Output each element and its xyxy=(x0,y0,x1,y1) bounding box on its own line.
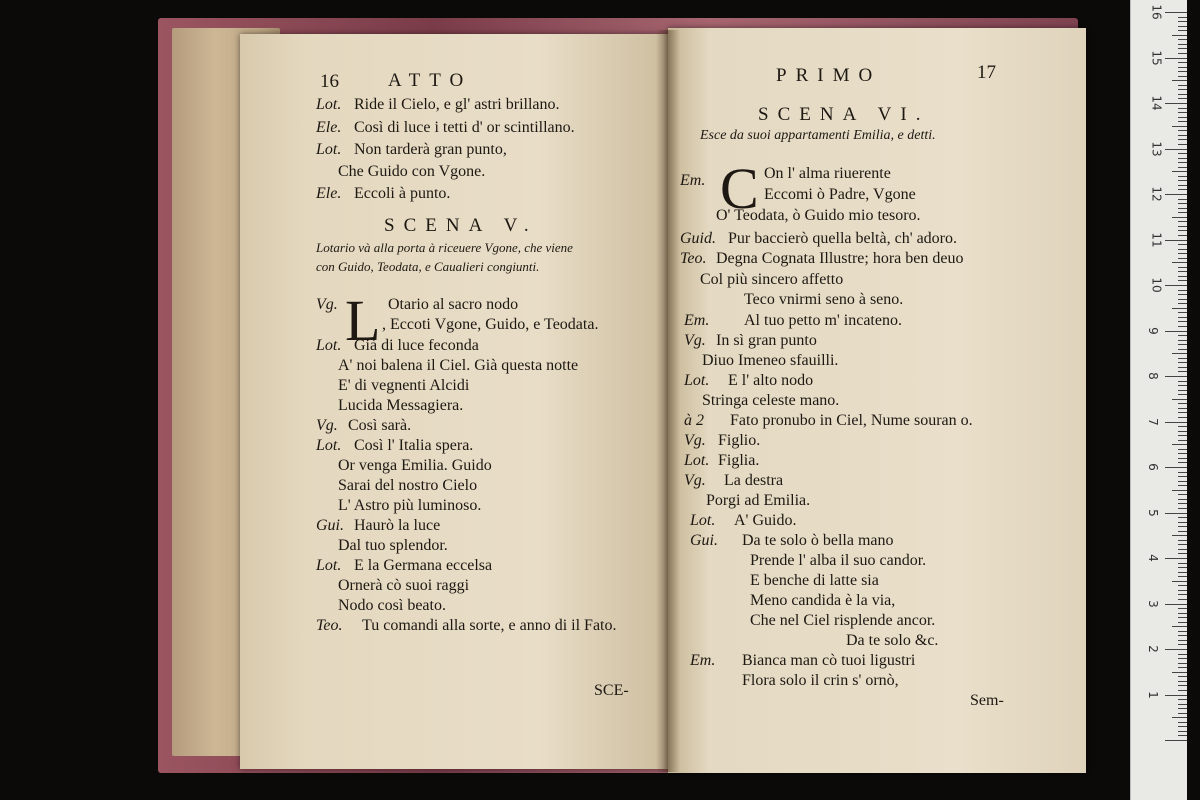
ruler-tick xyxy=(1178,371,1187,372)
ruler-tick xyxy=(1178,253,1187,254)
verse-line: Stringa celeste mano. xyxy=(702,392,840,409)
ruler-tick xyxy=(1172,672,1187,673)
ruler-tick xyxy=(1178,713,1187,714)
speaker-label: Vg. xyxy=(684,472,706,489)
stage-direction: Lotario và alla porta à riceuere Vgone, che viene xyxy=(316,240,573,255)
ruler-label: 5 xyxy=(1145,508,1160,517)
ruler-tick xyxy=(1178,667,1187,668)
speaker-label: Vg. xyxy=(316,296,338,313)
right-page-number: 17 xyxy=(977,62,996,83)
ruler-label: 15 xyxy=(1149,49,1164,66)
ruler-tick xyxy=(1178,98,1187,99)
ruler-tick xyxy=(1172,171,1187,172)
ruler-tick xyxy=(1178,449,1187,450)
ruler-tick xyxy=(1178,340,1187,341)
ruler-tick xyxy=(1172,399,1187,400)
ruler-tick xyxy=(1178,367,1187,368)
verse-line: Dal tuo splendor. xyxy=(338,537,448,554)
ruler-tick xyxy=(1178,476,1187,477)
verse-line: Così di luce i tetti d' or scintillano. xyxy=(354,119,575,136)
speaker-label: Lot. xyxy=(684,372,710,389)
ruler-tick xyxy=(1172,308,1187,309)
verse-line: Figlia. xyxy=(718,452,760,469)
ruler-label: 2 xyxy=(1145,645,1160,653)
ruler-tick xyxy=(1178,62,1187,63)
ruler-tick xyxy=(1178,235,1187,236)
ruler-tick xyxy=(1172,126,1187,127)
ruler-tick xyxy=(1178,112,1187,113)
speaker-label: à 2 xyxy=(684,412,704,429)
ruler-tick xyxy=(1172,35,1187,36)
ruler-tick xyxy=(1178,21,1187,22)
ruler-tick xyxy=(1178,30,1187,31)
verse-line: Già di luce feconda xyxy=(354,337,479,354)
verse-line: Così sarà. xyxy=(348,417,412,434)
drop-cap: C xyxy=(720,156,759,221)
ruler-tick xyxy=(1178,258,1187,259)
ruler-tick xyxy=(1178,481,1187,482)
ruler-tick xyxy=(1178,594,1187,595)
ruler-tick xyxy=(1178,176,1187,177)
ruler-tick xyxy=(1172,490,1187,491)
ruler-tick xyxy=(1178,622,1187,623)
ruler-tick xyxy=(1178,590,1187,591)
ruler-tick xyxy=(1178,117,1187,118)
ruler-tick xyxy=(1178,708,1187,709)
ruler-tick xyxy=(1178,381,1187,382)
verse-line: Sarai del nostro Cielo xyxy=(338,477,478,494)
ruler-tick xyxy=(1178,85,1187,86)
ruler-tick xyxy=(1178,704,1187,705)
speaker-label: Gui. xyxy=(690,532,718,549)
ruler-tick xyxy=(1178,731,1187,732)
verse-line: Figlio. xyxy=(718,432,761,449)
ruler-tick xyxy=(1178,280,1187,281)
speaker-label: Gui. xyxy=(316,517,344,534)
ruler-tick xyxy=(1172,262,1187,263)
speaker-label: Lot. xyxy=(316,337,342,354)
ruler-tick xyxy=(1178,394,1187,395)
ruler-tick xyxy=(1165,103,1187,104)
ruler-tick xyxy=(1178,522,1187,523)
verse-line: Col più sincero affetto xyxy=(700,271,844,288)
ruler-tick xyxy=(1178,130,1187,131)
left-running-head: ATTO xyxy=(388,70,473,91)
verse-line: Or venga Emilia. Guido xyxy=(338,457,492,474)
ruler-tick xyxy=(1178,458,1187,459)
ruler-tick xyxy=(1178,735,1187,736)
verse-line: E benche di latte sia xyxy=(750,572,879,589)
ruler-tick xyxy=(1178,485,1187,486)
stage-direction: Esce da suoi appartamenti Emilia, e detti. xyxy=(700,128,936,143)
ruler-tick xyxy=(1178,699,1187,700)
ruler-tick xyxy=(1178,321,1187,322)
ruler-tick xyxy=(1178,503,1187,504)
verse-line: Da te solo &c. xyxy=(846,632,939,649)
verse-line: Al tuo petto m' incateno. xyxy=(744,312,902,329)
drop-cap: L xyxy=(345,288,381,353)
ruler-tick xyxy=(1178,563,1187,564)
ruler-tick xyxy=(1178,726,1187,727)
ruler-tick xyxy=(1178,613,1187,614)
verse-line: Ride il Cielo, e gl' astri brillano. xyxy=(354,96,560,113)
ruler-tick xyxy=(1165,285,1187,286)
ruler-tick xyxy=(1178,358,1187,359)
ruler-tick xyxy=(1178,294,1187,295)
ruler-tick xyxy=(1178,26,1187,27)
ruler-label: 7 xyxy=(1145,417,1160,426)
catchword: Sem- xyxy=(970,692,1004,709)
ruler-tick xyxy=(1178,121,1187,122)
verse-line: Che Guido con Vgone. xyxy=(338,163,486,180)
verse-line: Pur baccierò quella beltà, ch' adoro. xyxy=(728,230,958,247)
ruler-tick xyxy=(1178,608,1187,609)
ruler-tick xyxy=(1178,67,1187,68)
ruler-tick xyxy=(1178,654,1187,655)
ruler-tick xyxy=(1178,244,1187,245)
stage-direction: con Guido, Teodata, e Caualieri congiunti. xyxy=(316,259,540,274)
ruler-tick xyxy=(1178,640,1187,641)
verse-line: E l' alto nodo xyxy=(728,372,814,389)
speaker-label: Guid. xyxy=(680,230,716,247)
ruler-tick xyxy=(1178,326,1187,327)
ruler-tick xyxy=(1178,431,1187,432)
verse-line: Prende l' alba il suo candor. xyxy=(750,552,927,569)
ruler-tick xyxy=(1178,681,1187,682)
ruler-label: 8 xyxy=(1145,372,1160,380)
ruler-label: 10 xyxy=(1149,277,1164,293)
speaker-label: Em. xyxy=(690,652,716,669)
ruler-tick xyxy=(1178,517,1187,518)
ruler-tick xyxy=(1178,162,1187,163)
ruler-label: 13 xyxy=(1149,140,1164,157)
ruler-tick xyxy=(1178,385,1187,386)
verse-line: Non tarderà gran punto, xyxy=(354,141,507,158)
ruler-tick xyxy=(1178,208,1187,209)
ruler-label: 9 xyxy=(1145,326,1160,335)
ruler-tick xyxy=(1178,544,1187,545)
ruler-tick xyxy=(1178,221,1187,222)
verse-line: Ornerà cò suoi raggi xyxy=(338,577,470,594)
ruler-tick xyxy=(1178,303,1187,304)
ruler-tick xyxy=(1178,108,1187,109)
ruler-tick xyxy=(1178,435,1187,436)
left-page-number: 16 xyxy=(320,71,339,92)
ruler-tick xyxy=(1178,267,1187,268)
ruler-tick xyxy=(1178,249,1187,250)
ruler-tick xyxy=(1178,631,1187,632)
ruler-tick xyxy=(1178,408,1187,409)
ruler-tick xyxy=(1178,390,1187,391)
ruler-tick xyxy=(1178,567,1187,568)
ruler-tick xyxy=(1178,167,1187,168)
ruler-label: 1 xyxy=(1145,690,1160,699)
ruler-tick xyxy=(1165,695,1187,696)
ruler-label: 12 xyxy=(1149,186,1164,202)
verse-line: Eccomi ò Padre, Vgone xyxy=(764,186,916,203)
verse-line: L' Astro più luminoso. xyxy=(338,497,482,514)
ruler-tick xyxy=(1178,453,1187,454)
right-running-head: PRIMO xyxy=(776,65,882,86)
ruler-tick xyxy=(1172,626,1187,627)
ruler-tick xyxy=(1178,299,1187,300)
ruler-tick xyxy=(1178,189,1187,190)
catchword: SCE- xyxy=(594,682,629,699)
ruler-tick xyxy=(1178,553,1187,554)
ruler-tick xyxy=(1178,144,1187,145)
verse-line: Degna Cognata Illustre; hora ben deuo xyxy=(716,250,964,267)
verse-line: E la Germana eccelsa xyxy=(354,557,493,574)
verse-line: , Eccoti Vgone, Guido, e Teodata. xyxy=(382,316,599,333)
verse-line: Diuo Imeneo sfauilli. xyxy=(702,352,839,369)
speaker-label: Em. xyxy=(680,172,706,189)
verse-line: Tu comandi alla sorte, e anno di il Fato. xyxy=(362,617,617,634)
speaker-label: Em. xyxy=(684,312,710,329)
ruler-tick xyxy=(1178,349,1187,350)
speaker-label: Ele. xyxy=(316,185,342,202)
verse-line: Bianca man cò tuoi ligustri xyxy=(742,652,916,669)
ruler-tick xyxy=(1178,599,1187,600)
verse-line: Che nel Ciel risplende ancor. xyxy=(750,612,936,629)
ruler-tick xyxy=(1165,331,1187,332)
ruler-tick xyxy=(1178,135,1187,136)
ruler-label: 16 xyxy=(1149,4,1164,20)
ruler-tick xyxy=(1178,472,1187,473)
speaker-label: Vg. xyxy=(684,332,706,349)
ruler-tick xyxy=(1178,617,1187,618)
ruler-tick xyxy=(1178,690,1187,691)
verse-line: Meno candida è la via, xyxy=(750,592,896,609)
ruler-tick xyxy=(1172,535,1187,536)
ruler-tick xyxy=(1165,58,1187,59)
verse-line: Porgi ad Emilia. xyxy=(706,492,811,509)
ruler-tick xyxy=(1178,317,1187,318)
ruler-tick xyxy=(1165,649,1187,650)
ruler-tick xyxy=(1178,499,1187,500)
verse-line: Otario al sacro nodo xyxy=(388,296,519,313)
ruler-tick xyxy=(1172,80,1187,81)
scene-title-v: SCENA V. xyxy=(384,215,538,236)
ruler-tick xyxy=(1165,513,1187,514)
ruler-tick xyxy=(1178,226,1187,227)
verse-line: Haurò la luce xyxy=(354,517,441,534)
ruler-tick xyxy=(1165,240,1187,241)
ruler-tick xyxy=(1178,494,1187,495)
ruler-tick xyxy=(1172,581,1187,582)
verse-line: Teco vnirmi seno à seno. xyxy=(744,291,904,308)
ruler-tick xyxy=(1178,508,1187,509)
ruler-tick xyxy=(1178,276,1187,277)
speaker-label: Lot. xyxy=(316,557,342,574)
ruler-tick xyxy=(1178,158,1187,159)
ruler-tick xyxy=(1178,403,1187,404)
ruler-tick xyxy=(1165,12,1187,13)
verse-line: Flora solo il crin s' ornò, xyxy=(742,672,899,689)
speaker-label: Vg. xyxy=(316,417,338,434)
ruler-tick xyxy=(1178,17,1187,18)
speaker-label: Teo. xyxy=(316,617,343,634)
ruler-tick xyxy=(1178,48,1187,49)
verse-line: In sì gran punto xyxy=(716,332,817,349)
ruler-tick xyxy=(1178,412,1187,413)
verse-line: Eccoli à punto. xyxy=(354,185,451,202)
ruler-tick xyxy=(1178,635,1187,636)
ruler-tick xyxy=(1165,467,1187,468)
ruler-tick xyxy=(1178,71,1187,72)
ruler-tick xyxy=(1172,353,1187,354)
speaker-label: Vg. xyxy=(684,432,706,449)
ruler-label: 14 xyxy=(1149,95,1164,111)
ruler-tick xyxy=(1178,426,1187,427)
speaker-label: Lot. xyxy=(316,141,342,158)
ruler-tick xyxy=(1178,139,1187,140)
speaker-label: Lot. xyxy=(690,512,716,529)
ruler-tick xyxy=(1178,76,1187,77)
ruler-tick xyxy=(1178,39,1187,40)
verse-line: O' Teodata, ò Guido mio tesoro. xyxy=(716,207,921,224)
verse-line: Lucida Messagiera. xyxy=(338,397,464,414)
ruler-tick xyxy=(1178,271,1187,272)
ruler-tick xyxy=(1178,658,1187,659)
ruler-tick xyxy=(1178,663,1187,664)
verse-line: Fato pronubo in Ciel, Nume souran o. xyxy=(730,412,973,429)
scene-title-vi: SCENA VI. xyxy=(758,104,930,125)
ruler-tick xyxy=(1165,376,1187,377)
ruler-label: 3 xyxy=(1145,599,1160,608)
speaker-label: Lot. xyxy=(316,96,342,113)
ruler-tick xyxy=(1178,335,1187,336)
measurement-ruler xyxy=(1130,0,1187,800)
ruler-tick xyxy=(1178,440,1187,441)
ruler-tick xyxy=(1178,572,1187,573)
ruler-tick xyxy=(1178,203,1187,204)
ruler-tick xyxy=(1178,644,1187,645)
speaker-label: Teo. xyxy=(680,250,707,267)
ruler-tick xyxy=(1165,740,1187,741)
ruler-tick xyxy=(1178,685,1187,686)
ruler-tick xyxy=(1178,362,1187,363)
verse-line: La destra xyxy=(724,472,784,489)
ruler-tick xyxy=(1178,576,1187,577)
ruler-tick xyxy=(1178,462,1187,463)
ruler-tick xyxy=(1165,558,1187,559)
verse-line: E' di vegnenti Alcidi xyxy=(338,377,470,394)
ruler-tick xyxy=(1165,149,1187,150)
verse-line: A' noi balena il Ciel. Già questa notte xyxy=(338,357,579,374)
ruler-tick xyxy=(1178,89,1187,90)
ruler-tick xyxy=(1172,717,1187,718)
ruler-label: 4 xyxy=(1145,554,1160,562)
ruler-label: 11 xyxy=(1149,231,1164,248)
ruler-tick xyxy=(1178,417,1187,418)
ruler-tick xyxy=(1178,44,1187,45)
ruler-tick xyxy=(1178,312,1187,313)
ruler-tick xyxy=(1178,526,1187,527)
ruler-tick xyxy=(1165,194,1187,195)
ruler-tick xyxy=(1178,153,1187,154)
ruler-tick xyxy=(1178,549,1187,550)
ruler-tick xyxy=(1172,217,1187,218)
ruler-tick xyxy=(1178,722,1187,723)
verse-line: On l' alma riuerente xyxy=(764,165,891,182)
ruler-tick xyxy=(1178,185,1187,186)
ruler-tick xyxy=(1178,53,1187,54)
ruler-tick xyxy=(1178,180,1187,181)
ruler-tick xyxy=(1178,531,1187,532)
ruler-tick xyxy=(1178,290,1187,291)
ruler-tick xyxy=(1178,676,1187,677)
verse-line: Così l' Italia spera. xyxy=(354,437,474,454)
ruler-tick xyxy=(1178,199,1187,200)
ruler-tick xyxy=(1178,94,1187,95)
verse-line: Nodo così beato. xyxy=(338,597,446,614)
verse-line: A' Guido. xyxy=(734,512,797,529)
gutter-shadow xyxy=(656,30,680,772)
ruler-tick xyxy=(1172,444,1187,445)
speaker-label: Lot. xyxy=(684,452,710,469)
ruler-tick xyxy=(1178,230,1187,231)
verse-line: Da te solo ò bella mano xyxy=(742,532,894,549)
speaker-label: Lot. xyxy=(316,437,342,454)
ruler-label: 6 xyxy=(1145,463,1160,471)
ruler-tick xyxy=(1165,422,1187,423)
ruler-tick xyxy=(1178,344,1187,345)
ruler-tick xyxy=(1178,540,1187,541)
ruler-tick xyxy=(1178,585,1187,586)
speaker-label: Ele. xyxy=(316,119,342,136)
ruler-tick xyxy=(1178,212,1187,213)
ruler-tick xyxy=(1165,604,1187,605)
